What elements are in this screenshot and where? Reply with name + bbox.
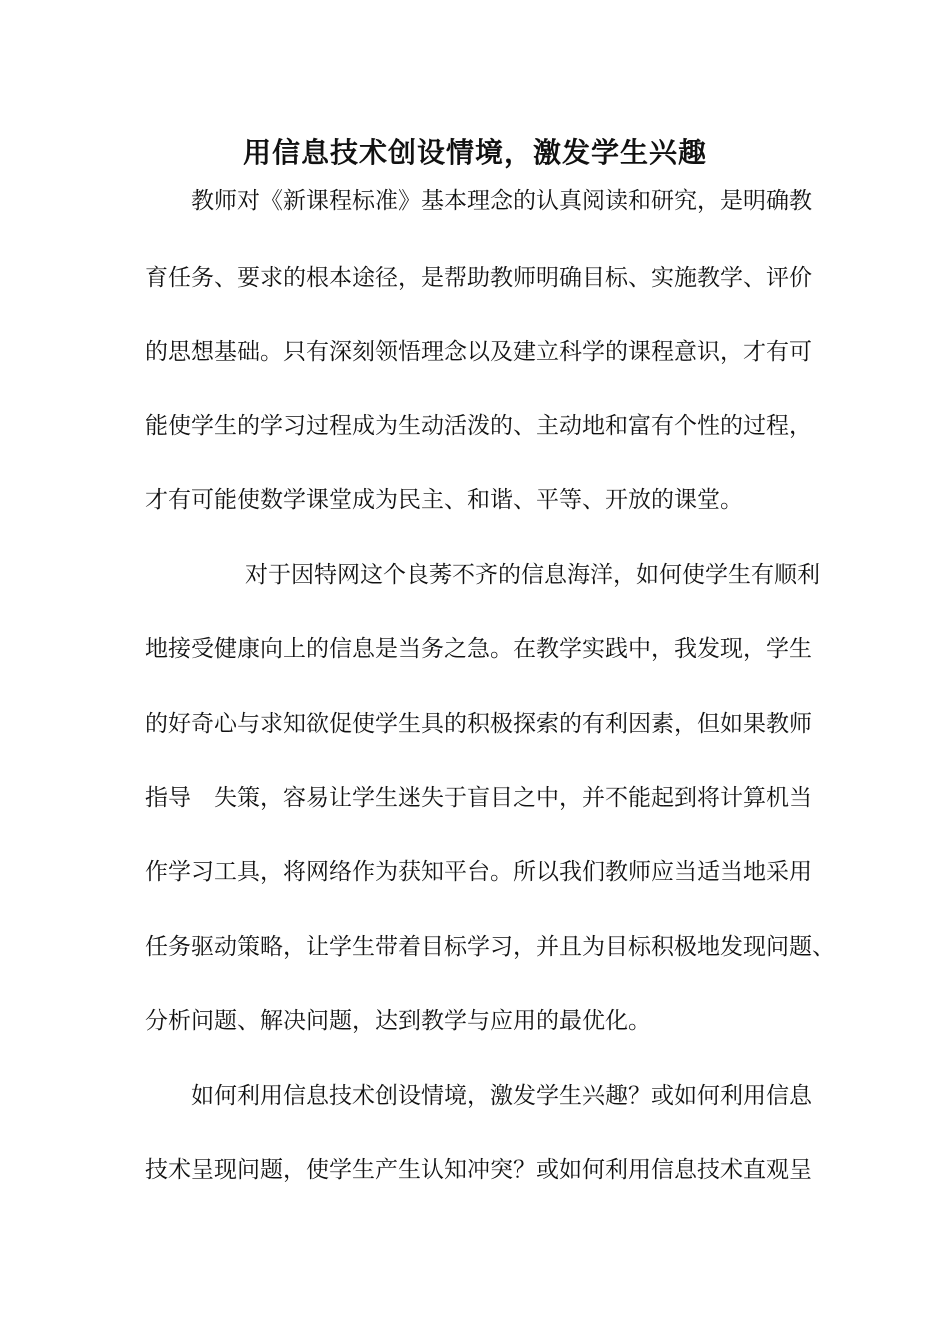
paragraph-line: 对于因特网这个良莠不齐的信息海洋，如何使学生有顺利 xyxy=(245,562,820,588)
paragraph-line: 地接受健康向上的信息是当务之急。在教学实践中，我发现，学生 xyxy=(145,636,812,662)
paragraph-line: 技术呈现问题，使学生产生认知冲突？或如何利用信息技术直观呈 xyxy=(145,1157,812,1183)
paragraph-line: 如何利用信息技术创设情境，激发学生兴趣？或如何利用信息 xyxy=(191,1083,812,1109)
paragraph-line: 分析问题、解决问题，达到教学与应用的最优化。 xyxy=(145,1008,651,1034)
paragraph-line: 的好奇心与求知欲促使学生具的积极探索的有利因素，但如果教师 xyxy=(145,711,812,737)
paragraph-line: 的思想基础。只有深刻领悟理念以及建立科学的课程意识，才有可 xyxy=(145,339,812,365)
paragraph-line: 指导 失策，容易让学生迷失于盲目之中，并不能起到将计算机当 xyxy=(145,785,812,811)
paragraph-line: 教师对《新课程标准》基本理念的认真阅读和研究，是明确教 xyxy=(191,188,812,214)
paragraph-line: 才有可能使数学课堂成为民主、和谐、平等、开放的课堂。 xyxy=(145,487,743,513)
paragraph-line: 能使学生的学习过程成为生动活泼的、主动地和富有个性的过程， xyxy=(145,413,812,439)
paragraph-line: 作学习工具，将网络作为获知平台。所以我们教师应当适当地采用 xyxy=(145,859,812,885)
paragraph-line: 任务驱动策略，让学生带着目标学习，并且为目标积极地发现问题、 xyxy=(145,934,835,960)
paragraph-line: 育任务、要求的根本途径，是帮助教师明确目标、实施教学、评价 xyxy=(145,265,812,291)
document-title: 用信息技术创设情境，激发学生兴趣 xyxy=(242,136,707,169)
